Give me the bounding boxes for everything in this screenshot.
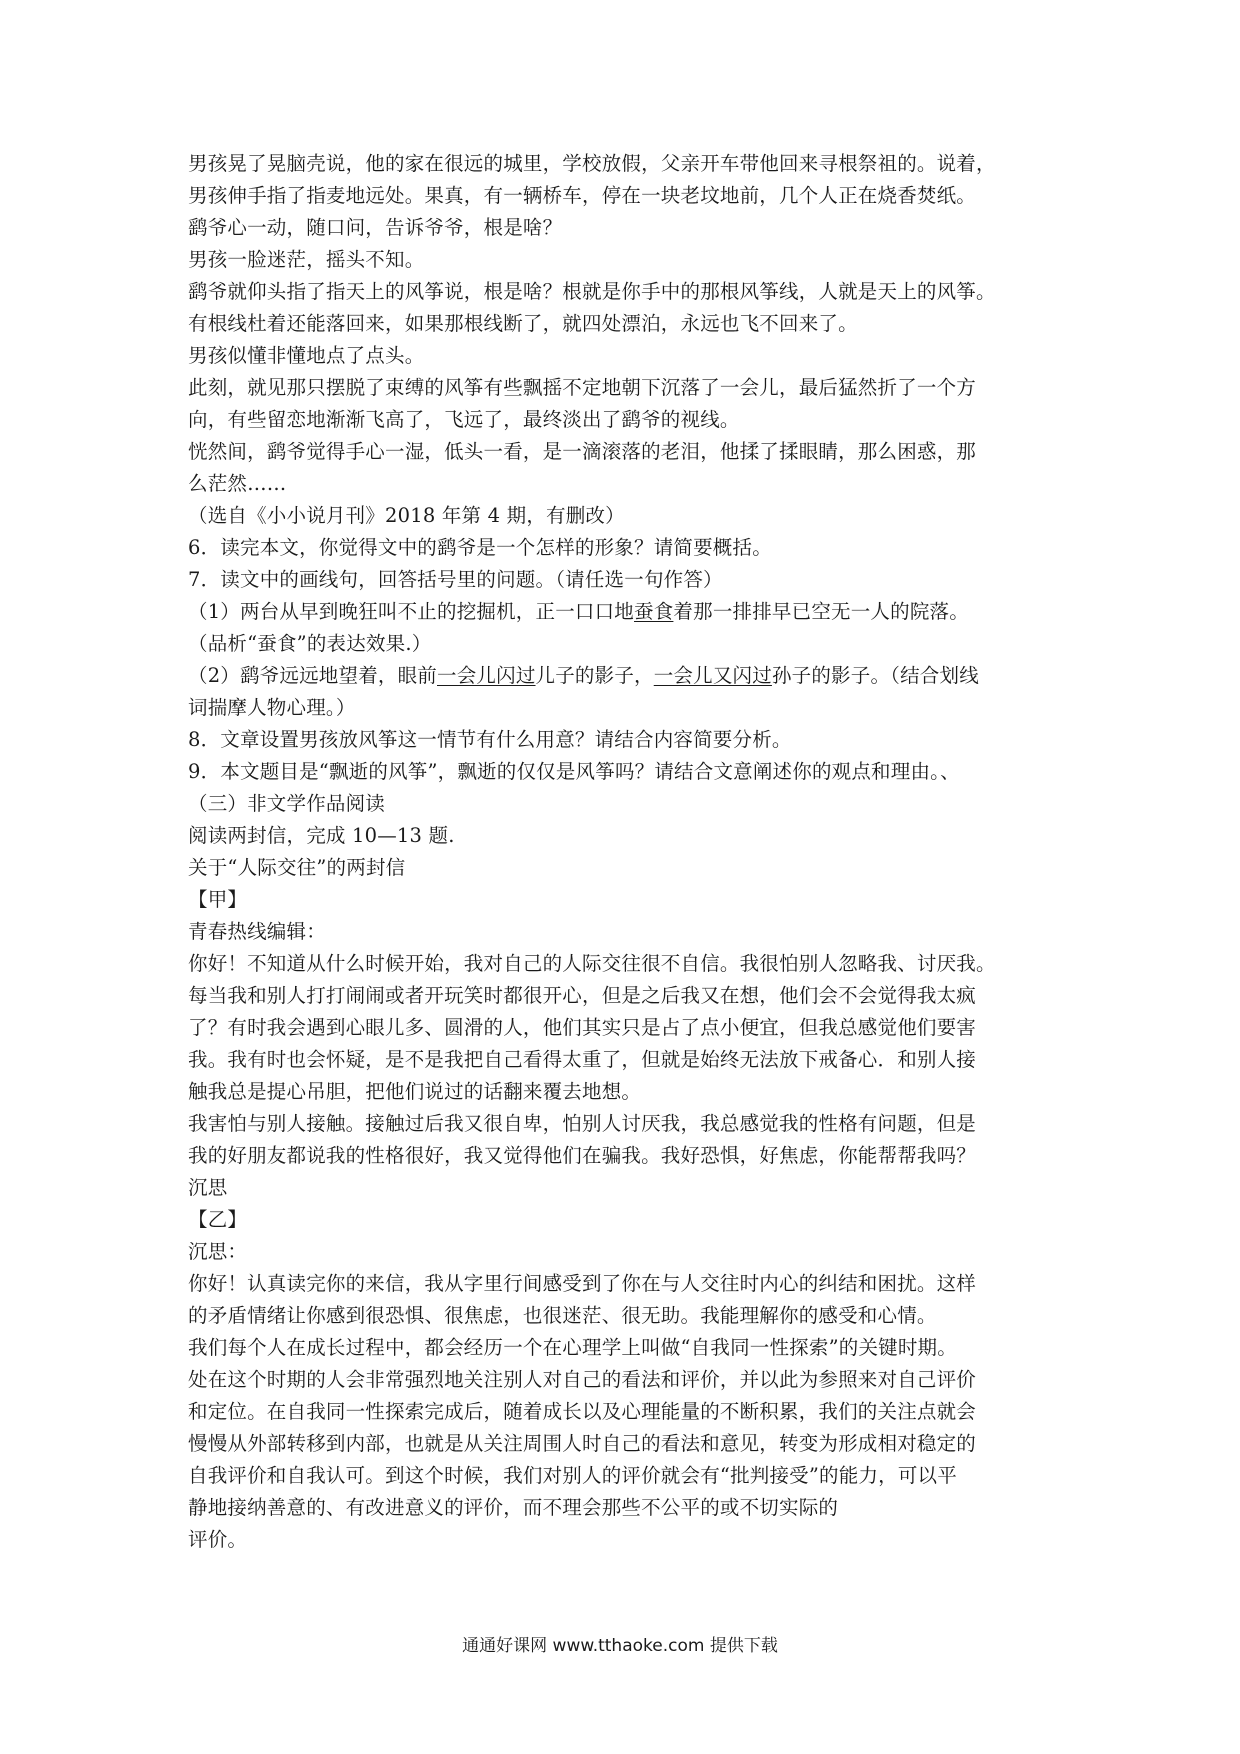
text-line: 的矛盾情绪让你感到很恐惧、很焦虑，也很迷茫、很无助。我能理解你的感受和心情。 — [188, 1304, 937, 1327]
source-citation: （选自《小小说月刊》2018 年第 4 期，有删改） — [188, 504, 625, 527]
letter-label: 【乙】 — [188, 1208, 248, 1231]
text-line: 我。我有时也会怀疑，是不是我把自己看得太重了，但就是始终无法放下戒备心．和别人接 — [188, 1048, 977, 1071]
question-7-option-1 — [188, 596, 1060, 628]
text-line: 男孩似懂非懂地点了点头。 — [188, 344, 425, 367]
text-line: 词揣摩人物心理。） — [188, 696, 356, 719]
text-segment: 孙子的影子。（结合划线 — [771, 664, 979, 687]
text-line: 鹞爷心一动，随口问，告诉爷爷，根是啥？ — [188, 216, 563, 239]
question-7-option-2 — [188, 660, 1060, 692]
section-heading: （三）非文学作品阅读 — [188, 792, 386, 815]
letters-title: 关于“人际交往”的两封信 — [188, 856, 406, 879]
letter-label: 【甲】 — [188, 888, 248, 911]
text-line: 男孩一脸迷茫，摇头不知。 — [188, 248, 425, 271]
text-line: （品析“蚕食”的表达效果.） — [188, 632, 432, 655]
text-line: 向，有些留恋地渐渐飞高了，飞远了，最终淡出了鹞爷的视线。 — [188, 408, 740, 431]
text-line: 我害怕与别人接触。接触过后我又很自卑，怕别人讨厌我，我总感觉我的性格有问题，但是 — [188, 1112, 977, 1135]
text-segment: （1）两台从早到晚狂叫不止的挖掘机，正一口口地 — [188, 600, 635, 623]
text-line: 触我总是提心吊胆，把他们说过的话翻来覆去地想。 — [188, 1080, 642, 1103]
page-footer: 通通好课网 www.tthaoke.com 提供下载 — [462, 1636, 778, 1656]
text-line: 青春热线编辑： — [188, 920, 326, 943]
text-line: 了？有时我会遇到心眼儿多、圆滑的人，他们其实只是占了点小便宜，但我总感觉他们要害 — [188, 1016, 977, 1039]
text-line: 阅读两封信，完成 10—13 题. — [188, 824, 455, 847]
text-line: 慢慢从外部转移到内部，也就是从关注周围人时自己的看法和意见，转变为形成相对稳定的 — [188, 1432, 977, 1455]
text-line: 评价。 — [188, 1528, 248, 1551]
text-line: 我的好朋友都说我的性格很好，我又觉得他们在骗我。我好恐惧，好焦虑，你能帮帮我吗？ — [188, 1144, 977, 1167]
text-line: 沉思： — [188, 1240, 248, 1263]
text-line: 男孩晃了晃脑壳说，他的家在很远的城里，学校放假，父亲开车带他回来寻根祭祖的。说着， — [188, 152, 996, 175]
text-line: 恍然间，鹞爷觉得手心一湿，低头一看，是一滴滚落的老泪，他揉了揉眼睛，那么困惑，那 — [188, 440, 977, 463]
text-line: 和定位。在自我同一性探索完成后，随着成长以及心理能量的不断积累，我们的关注点就会 — [188, 1400, 977, 1423]
text-line: 处在这个时期的人会非常强烈地关注别人对自己的看法和评价，并以此为参照来对自己评价 — [188, 1368, 977, 1391]
text-segment: （2）鹞爷远远地望着，眼前 — [188, 664, 438, 687]
text-line: 你好！认真读完你的来信，我从字里行间感受到了你在与人交往时内心的纠结和困扰。这样 — [188, 1272, 977, 1295]
underlined-phrase: 一会儿闪过 — [437, 664, 536, 687]
underlined-word: 蚕食 — [634, 600, 674, 623]
document-body — [188, 148, 1060, 1556]
text-line: 你好！不知道从什么时候开始，我对自己的人际交往很不自信。我很怕别人忽略我、讨厌我。 — [188, 952, 996, 975]
text-line: 此刻，就见那只摆脱了束缚的风筝有些飘摇不定地朝下沉落了一会儿，最后猛然折了一个方 — [188, 376, 977, 399]
question-8: 8．文章设置男孩放风筝这一情节有什么用意？请结合内容简要分析。 — [188, 728, 792, 751]
text-line: 我们每个人在成长过程中，都会经历一个在心理学上叫做“自我同一性探索”的关键时期。 — [188, 1336, 957, 1359]
text-line: 自我评价和自我认可。到这个时候，我们对别人的评价就会有“批判接受”的能力，可以平 — [188, 1464, 957, 1487]
question-6: 6．读完本文，你觉得文中的鹞爷是一个怎样的形象？请简要概括。 — [188, 536, 772, 559]
text-segment: 儿子的影子， — [535, 664, 654, 687]
question-9: 9．本文题目是“飘逝的风筝”，飘逝的仅仅是风筝吗？请结合文意阐述你的观点和理由。、 — [188, 760, 960, 783]
text-line: 每当我和别人打打闹闹或者开玩笑时都很开心，但是之后我又在想，他们会不会觉得我太疯 — [188, 984, 977, 1007]
text-line: 静地接纳善意的、有改进意义的评价，而不理会那些不公平的或不切实际的 — [188, 1496, 839, 1519]
text-line: 鹞爷就仰头指了指天上的风筝说，根是啥？根就是你手中的那根风筝线，人就是天上的风筝。 — [188, 280, 996, 303]
text-line: 男孩伸手指了指麦地远处。果真，有一辆桥车，停在一块老坟地前，几个人正在烧香焚纸。 — [188, 184, 977, 207]
question-7: 7．读文中的画线句，回答括号里的问题。（请任选一句作答） — [188, 568, 723, 591]
text-segment: 着那一排排早已空无一人的院落。 — [673, 600, 969, 623]
text-line: 沉思 — [188, 1176, 228, 1199]
text-line: 么茫然…… — [188, 472, 287, 495]
underlined-phrase: 一会儿又闪过 — [653, 664, 772, 687]
text-line: 有根线杜着还能落回来，如果那根线断了，就四处漂泊，永远也飞不回来了。 — [188, 312, 858, 335]
